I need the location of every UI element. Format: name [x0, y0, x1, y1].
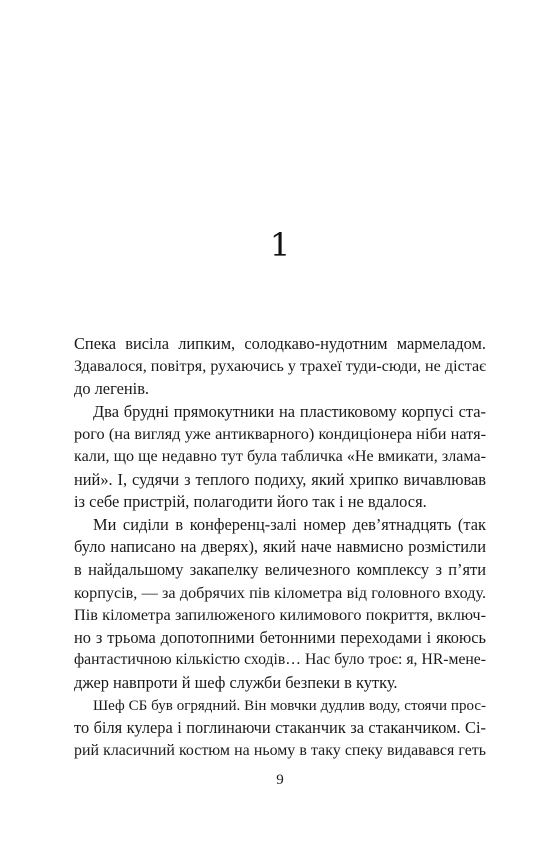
text-line: рого (на вигляд уже антикварного) кондиціонера ніби натя-: [74, 424, 486, 444]
text-line: то біля кулера і поглинаючи стаканчик за стаканчиком. Сі-: [74, 718, 486, 738]
text-line: в найдальшому закапелку величезного комплексу з п’яти: [74, 559, 486, 579]
page-number: 9: [276, 772, 284, 788]
text-line: Ми сиділи в конференц-залі номер дев’ятнадцять (так: [93, 514, 486, 534]
text-line: Здавалося, повітря, рухаючись у трахеї туди-сюди, не дістає: [74, 357, 486, 375]
text-line: джер навпроти й шеф служби безпеки в кутку.: [74, 672, 398, 692]
text-line: ний». І, судячи з теплого подиху, який хрипко вичавлював: [74, 469, 486, 489]
chapter-body-text: [74, 333, 486, 762]
text-line: до легенів.: [74, 379, 150, 399]
text-line: рий класичний костюм на ньому в таку спеку видавався геть: [74, 741, 486, 759]
text-line: Два брудні прямокутники на пластиковому корпусі ста-: [93, 401, 486, 421]
text-line: фантастичною кількістю сходів… Нас було троє: я, HR-мене-: [74, 651, 486, 669]
chapter-number: 1: [269, 226, 291, 264]
text-line: Шеф СБ був огрядний. Він мовчки дудлив воду, стоячи прос-: [93, 697, 486, 714]
text-line: корпусів, — за добрячих пів кілометра від головного входу.: [74, 583, 486, 602]
text-line: но з трьома допотопними бетонними переходами і якоюсь: [74, 627, 486, 647]
text-line: із себе пристрій, полагодити його так і не вдалося.: [74, 492, 427, 512]
text-line: кали, що ще недавно тут була табличка «Не вмикати, злама-: [74, 447, 486, 465]
text-line: Спека висіла липким, солодкаво-нудотним мармеладом.: [74, 334, 486, 353]
text-line: Пів кілометра запилюженого килимового покриття, включ-: [74, 605, 486, 625]
text-line: було написано на дверях), який наче навмисно розмістили: [74, 537, 486, 557]
